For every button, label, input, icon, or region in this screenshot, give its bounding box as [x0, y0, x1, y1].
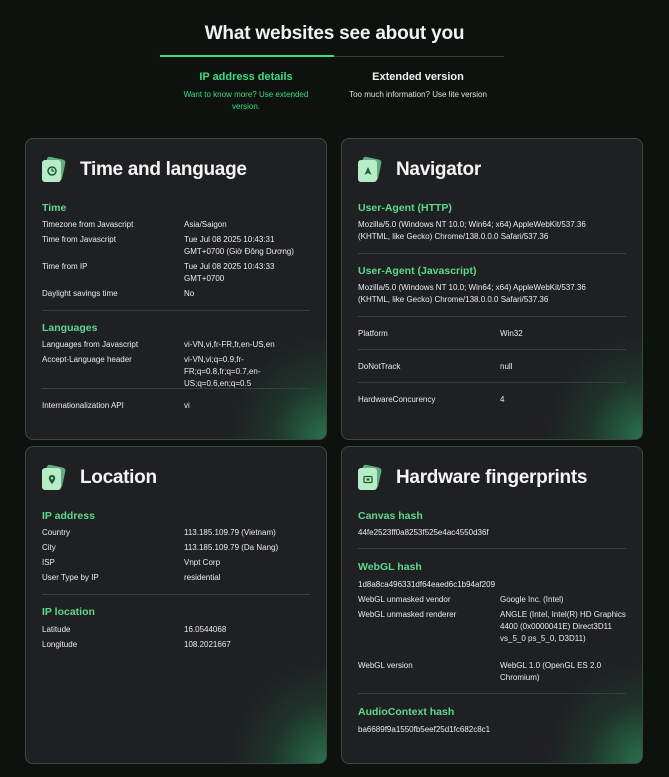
card-header [42, 157, 247, 183]
section-heading-ua-js: User-Agent (Javascript) [358, 265, 477, 277]
row-value: Tue Jul 08 2025 10:43:33 GMT+0700 [184, 262, 275, 283]
row-key: WebGL unmasked renderer [358, 610, 457, 619]
tab-title: Extended version [372, 71, 464, 83]
info-row [42, 639, 312, 651]
map-pin-icon [42, 466, 64, 490]
tab-subtitle: Too much information? Use lite version [349, 90, 487, 99]
row-key: ISP [42, 558, 55, 567]
location-card [25, 446, 327, 764]
card-header [42, 465, 157, 491]
tab-ip-address-details[interactable] [171, 71, 321, 113]
row-value: Google Inc. (Intel) [500, 595, 564, 604]
row-key: DoNotTrack [358, 362, 401, 371]
info-row [42, 234, 312, 258]
tab-title: IP address details [199, 71, 293, 83]
row-key: Languages from Javascript [42, 340, 139, 349]
user-agent-http: Mozilla/5.0 (Windows NT 10.0; Win64; x64) AppleWebKit/537.36 (KHTML, like Gecko) Chrome/138.0.0.0 Safari/537.36 [358, 220, 586, 241]
row-key: Latitude [42, 625, 71, 634]
row-key: Timezone from Javascript [42, 220, 134, 229]
divider [358, 253, 626, 254]
info-row [358, 594, 628, 606]
row-value: 113.185.109.79 (Vietnam) [184, 528, 276, 537]
divider [358, 349, 626, 350]
info-row [42, 542, 312, 554]
navigator-card [341, 138, 643, 440]
info-row [42, 354, 312, 390]
divider [358, 548, 626, 549]
section-heading-time: Time [42, 202, 67, 214]
row-key: Time from Javascript [42, 235, 116, 244]
row-value: vi-VN,vi;q=0.9,fr-FR;q=0.8,fr;q=0.7,en-US;q=0.6,en;q=0.5 [184, 355, 261, 388]
row-value: Vnpt Corp [184, 558, 221, 567]
card-title: Navigator [396, 159, 481, 180]
page-title: What websites see about you [204, 23, 465, 44]
section-heading-languages: Languages [42, 322, 98, 334]
active-tab-indicator [160, 55, 334, 57]
section-heading-ua-http: User-Agent (HTTP) [358, 202, 452, 214]
row-key: Accept-Language header [42, 355, 132, 364]
card-header [358, 157, 481, 183]
row-key: WebGL unmasked vendor [358, 595, 451, 604]
divider [42, 310, 310, 311]
row-key: Country [42, 528, 71, 537]
section-heading-webgl-hash: WebGL hash [358, 561, 422, 573]
row-value: 108.2021667 [184, 640, 231, 649]
tab-extended-version[interactable] [338, 71, 498, 101]
row-key: User Type by IP [42, 573, 99, 582]
section-heading-canvas-hash: Canvas hash [358, 510, 423, 522]
divider [358, 316, 626, 317]
info-row [358, 609, 628, 645]
chip-icon [358, 466, 380, 490]
info-row [358, 660, 628, 684]
info-row [42, 624, 312, 636]
info-row [358, 394, 628, 406]
info-row [358, 328, 628, 340]
tab-subtitle: Want to know more? Use extended version. [183, 90, 309, 111]
row-value: 4 [500, 395, 505, 404]
card-title: Hardware fingerprints [396, 467, 588, 488]
card-title: Location [80, 467, 157, 488]
row-value: ANGLE (Intel, Intel(R) HD Graphics 4400 (0x0000041E) Direct3D11 vs_5_0 ps_5_0, D3D11) [500, 610, 626, 643]
info-row [42, 219, 312, 231]
divider [42, 388, 310, 389]
user-agent-js: Mozilla/5.0 (Windows NT 10.0; Win64; x64) AppleWebKit/537.36 (KHTML, like Gecko) Chrome/138.0.0.0 Safari/537.36 [358, 283, 586, 304]
row-value: vi [184, 401, 190, 410]
info-row [42, 261, 312, 285]
card-title: Time and language [80, 159, 247, 180]
time-language-card [25, 138, 327, 440]
info-row [42, 288, 312, 300]
row-value: vi-VN,vi,fr-FR,fr,en-US,en [184, 340, 275, 349]
hardware-fingerprints-card [341, 446, 643, 764]
row-value: Asia/Saigon [184, 220, 227, 229]
section-heading-audiocontext-hash: AudioContext hash [358, 706, 455, 718]
section-heading-ip-address: IP address [42, 510, 95, 522]
row-key: Daylight savings time [42, 289, 118, 298]
row-key: City [42, 543, 56, 552]
row-key: Internationalization API [42, 401, 124, 410]
row-value: No [184, 289, 195, 298]
card-header [358, 465, 587, 491]
row-value: residential [184, 573, 221, 582]
divider [358, 382, 626, 383]
row-key: Time from IP [42, 262, 88, 271]
compass-arrow-icon [358, 158, 380, 182]
divider [42, 594, 310, 595]
row-key: Platform [358, 329, 388, 338]
row-key: Longitude [42, 640, 78, 649]
webgl-hash-value: 1d8a8ca496331df64eaed6c1b94af209 [358, 580, 496, 589]
row-key: HardwareConcurency [358, 395, 436, 404]
info-row [42, 527, 312, 539]
row-value: Win32 [500, 329, 523, 338]
row-value: null [500, 362, 513, 371]
clock-icon [42, 158, 64, 182]
row-key: WebGL version [358, 661, 413, 670]
info-row [42, 572, 312, 584]
section-heading-ip-location: IP location [42, 606, 95, 618]
row-value: WebGL 1.0 (OpenGL ES 2.0 Chromium) [500, 661, 602, 682]
row-value: Tue Jul 08 2025 10:43:31 GMT+0700 (Giờ Đông Dương) [184, 235, 294, 256]
row-value: 113.185.109.79 (Da Nang) [184, 543, 279, 552]
info-row [42, 557, 312, 569]
info-row [42, 400, 312, 412]
row-value: 16.0544068 [184, 625, 227, 634]
divider [358, 693, 626, 694]
info-row [42, 339, 312, 351]
canvas-hash-value: 44fe2523ff0a8253f525e4ac4550d36f [358, 528, 489, 537]
inactive-tab-indicator [334, 56, 504, 57]
info-row [358, 361, 628, 373]
audiocontext-hash-value: ba6689f9a1550fb5eef25d1fc682c8c1 [358, 725, 491, 734]
